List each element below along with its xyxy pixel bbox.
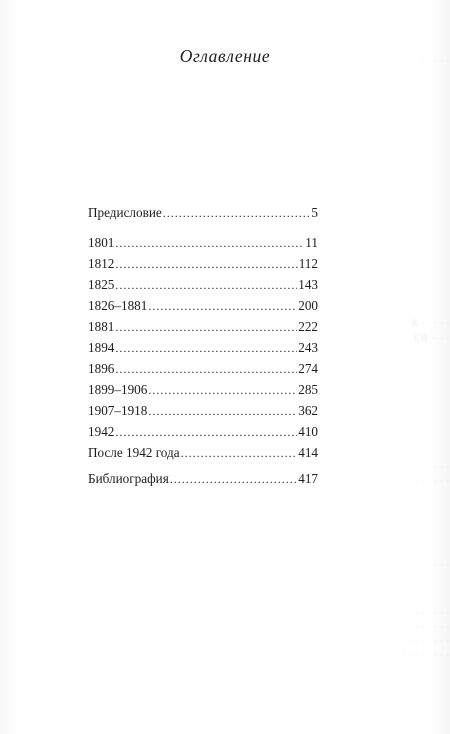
- dot-leader: [115, 338, 297, 359]
- toc-row: [88, 253, 318, 274]
- show-through-text: · · · · · · · ·: [402, 622, 450, 632]
- page-title: Оглавление: [179, 46, 271, 66]
- toc-row: [88, 379, 318, 400]
- toc-page-number: 5: [311, 205, 318, 220]
- toc-page-number: 410: [298, 424, 318, 439]
- toc-label: 1907–1918: [88, 403, 148, 418]
- toc-label: 1826–1881: [88, 298, 148, 313]
- show-through-text: · · · ·: [427, 560, 450, 570]
- toc-row: [88, 421, 318, 442]
- dot-leader: [148, 380, 297, 401]
- toc-page-number: 243: [298, 340, 318, 355]
- toc-label: 1894: [88, 340, 115, 355]
- toc-label: 1942: [88, 424, 115, 439]
- toc-label: 1896: [88, 361, 115, 376]
- toc-page-number: 200: [298, 298, 318, 313]
- show-through-text: · · · · · · ·: [409, 636, 450, 646]
- show-through-text: · · · · · · ·: [409, 608, 450, 618]
- toc-chapters: [88, 232, 318, 463]
- dot-leader: [115, 254, 297, 275]
- dot-leader: [115, 275, 297, 296]
- toc-row: [88, 295, 318, 316]
- toc-row: [88, 232, 318, 253]
- show-through-text: · · · · · ·: [415, 476, 450, 486]
- toc-bibliography: [88, 468, 318, 489]
- toc-label: 1812: [88, 256, 115, 271]
- dot-leader: [170, 469, 297, 490]
- dot-leader: [148, 401, 297, 422]
- toc-page-number: 11: [305, 235, 318, 250]
- toc-row: [88, 337, 318, 358]
- show-through-text: · · · · · · · ·: [402, 650, 450, 660]
- toc-row: [88, 316, 318, 337]
- dot-leader: [115, 422, 297, 443]
- toc-page-number: 222: [298, 319, 318, 334]
- dot-leader: [115, 359, 297, 380]
- dot-leader: [163, 203, 311, 224]
- dot-leader: [148, 296, 297, 317]
- toc-row: [88, 358, 318, 379]
- toc-label: 1825: [88, 277, 115, 292]
- toc-row-bibliography: [88, 468, 318, 489]
- toc-page-number: 112: [298, 256, 318, 271]
- toc-row: [88, 274, 318, 295]
- toc-label: Библиография: [88, 471, 169, 486]
- toc-label: 1801: [88, 235, 115, 250]
- toc-page-number: 274: [298, 361, 318, 376]
- toc-page-number: 414: [298, 445, 318, 460]
- toc-label: 1899–1906: [88, 382, 148, 397]
- toc-row-preface: [88, 202, 318, 223]
- toc-preface: [88, 202, 318, 223]
- toc-page-number: 362: [298, 403, 318, 418]
- toc-label: Предисловие: [88, 205, 162, 220]
- toc-page-number: 143: [298, 277, 318, 292]
- toc-label: После 1942 года: [88, 445, 180, 460]
- show-through-text: · · · · ·: [421, 56, 450, 66]
- dot-leader: [115, 233, 304, 254]
- show-through-text: СП ·· · ·: [414, 333, 450, 343]
- dot-leader: [181, 443, 298, 464]
- show-through-text: К · · · · ·: [412, 318, 450, 328]
- toc-page-number: 285: [298, 382, 318, 397]
- dot-leader: [115, 317, 297, 338]
- toc-row: [88, 442, 318, 463]
- toc-page-number: 417: [298, 471, 318, 486]
- show-through-text: · · · · ·: [421, 462, 450, 472]
- toc-label: 1881: [88, 319, 115, 334]
- toc-row: [88, 400, 318, 421]
